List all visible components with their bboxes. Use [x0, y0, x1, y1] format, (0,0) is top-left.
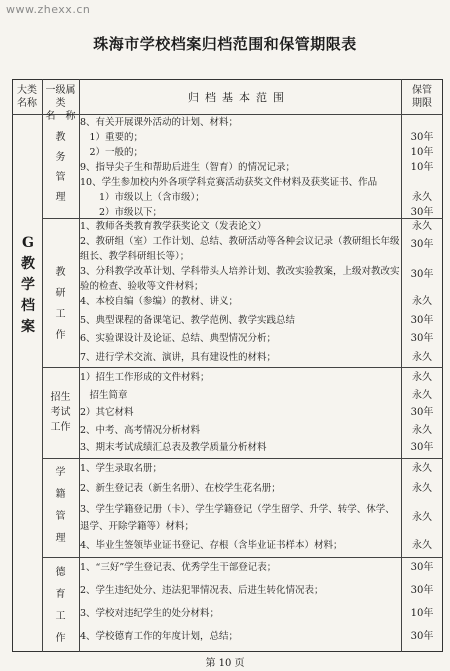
- page-title: 珠海市学校档案归档范围和保管期限表: [93, 35, 357, 53]
- header-subcategory: 一级属类 名 称: [45, 85, 76, 122]
- retention-value: 永久: [412, 483, 432, 494]
- row-text: 1、学生录取名册；: [80, 463, 163, 474]
- retention-value: 永久: [412, 192, 432, 203]
- retention-value: 永久: [412, 352, 432, 363]
- retention-value: 30年: [410, 207, 434, 218]
- row-text: 3、学校对违纪学生的处分材料；: [80, 608, 220, 619]
- row-text: 4、本校自编（参编）的教材、讲义；: [80, 296, 239, 307]
- row-text: 7、进行学术交流、演讲，具有建设性的材料；: [80, 352, 277, 363]
- retention-value: 10年: [410, 162, 434, 173]
- subcat-deyu: 德 育 工 作: [55, 567, 66, 644]
- row-text: 3、分科教学改革计划、学科带头人培养计划、教改实验教案，上级对教改实验的检查、验收等文件材料；: [80, 266, 400, 292]
- retention-value: 30年: [410, 239, 434, 250]
- watermark: www.zhexx.cn: [6, 3, 91, 16]
- row-text: 3、期末考试成绩汇总表及教学质量分析材料: [80, 442, 267, 453]
- header-retention: 保管 期限: [412, 85, 432, 109]
- subcat-xueji: 学 籍 管 理: [55, 467, 66, 544]
- row-text: 2、学生违纪处分、违法犯罪情况表、后进生转化情况表；: [80, 585, 324, 596]
- row-text: 5、典型课程的备课笔记、教学范例、教学实践总结: [80, 315, 296, 326]
- row-text: 3、学生学籍登记册（卡）、学生学籍登记（学生留学、升学、转学、休学、退学、开除学籍等）材料；: [80, 504, 395, 532]
- retention-value: 30年: [410, 269, 434, 280]
- row-text: 2、教研组（室）工作计划、总结、教研活动等各种会议记录（教研组长年级组长、教学科研组长等）；: [80, 236, 400, 262]
- row-text: 4、学校德育工作的年度计划，总结；: [80, 631, 239, 642]
- retention-value: 30年: [410, 407, 434, 418]
- row-text: 1、教师各类教育教学获奖论文（发表论文）: [80, 221, 267, 232]
- row-text: 1）招生工作形成的文件材料；: [80, 372, 210, 383]
- row-text: 2、中考、高考情况分析材料: [80, 425, 201, 436]
- retention-value: 永久: [412, 390, 432, 401]
- category-teaching-archive: G 教 学 档 案: [21, 235, 35, 335]
- retention-value: 30年: [410, 562, 434, 573]
- retention-value: 30年: [410, 585, 434, 596]
- retention-value: 永久: [412, 372, 432, 383]
- retention-value: 30年: [410, 315, 434, 326]
- header-content: 归档基本范围: [188, 91, 290, 104]
- retention-value: 30年: [410, 442, 434, 453]
- header-category: 大类 名称: [17, 85, 37, 109]
- row-text: 1、“三好”学生登记表、优秀学生干部登记表；: [80, 562, 277, 573]
- row-text: 2）一般的；: [80, 147, 144, 158]
- row-text: 1）重要的；: [80, 132, 144, 143]
- row-text: 2）市级以下；: [80, 207, 163, 218]
- row-text: 9、指导尖子生和帮助后进生（智育）的情况记录；: [80, 162, 296, 173]
- retention-value: 永久: [412, 512, 432, 523]
- row-text: 招生简章: [80, 390, 128, 401]
- retention-value: 10年: [410, 147, 434, 158]
- retention-value: 永久: [412, 296, 432, 307]
- row-text: 2）其它材料: [80, 407, 134, 418]
- retention-value: 永久: [412, 221, 432, 232]
- row-text: 10、学生参加校内外各项学科竞赛活动获奖文件材料及获奖证书、作品: [80, 177, 378, 188]
- row-text: 1）市级以上（含市级）；: [80, 192, 205, 203]
- page-number: 第 10 页: [205, 658, 245, 669]
- retention-value: 30年: [410, 333, 434, 344]
- row-text: 8、有关开展课外活动的计划、材料；: [80, 117, 239, 128]
- row-text: 4、毕业生签领毕业证书登记、存根（含毕业证书样本）材料；: [80, 540, 343, 551]
- retention-value: 30年: [410, 631, 434, 642]
- row-text: 2、新生登记表（新生名册）、在校学生花名册；: [80, 483, 281, 494]
- retention-value: 永久: [412, 540, 432, 551]
- retention-value: 10年: [410, 608, 434, 619]
- subcat-jiaowu: 教 务 管 理: [55, 132, 66, 203]
- retention-value: 30年: [410, 132, 434, 143]
- retention-value: 永久: [412, 463, 432, 474]
- row-text: 6、实验课设计及论证、总结、典型情况分析；: [80, 333, 277, 344]
- subcat-zhaosheng: 招生 考试 工作: [50, 392, 71, 433]
- retention-value: 永久: [412, 425, 432, 436]
- subcat-jiaoyan: 教 研 工 作: [55, 267, 66, 341]
